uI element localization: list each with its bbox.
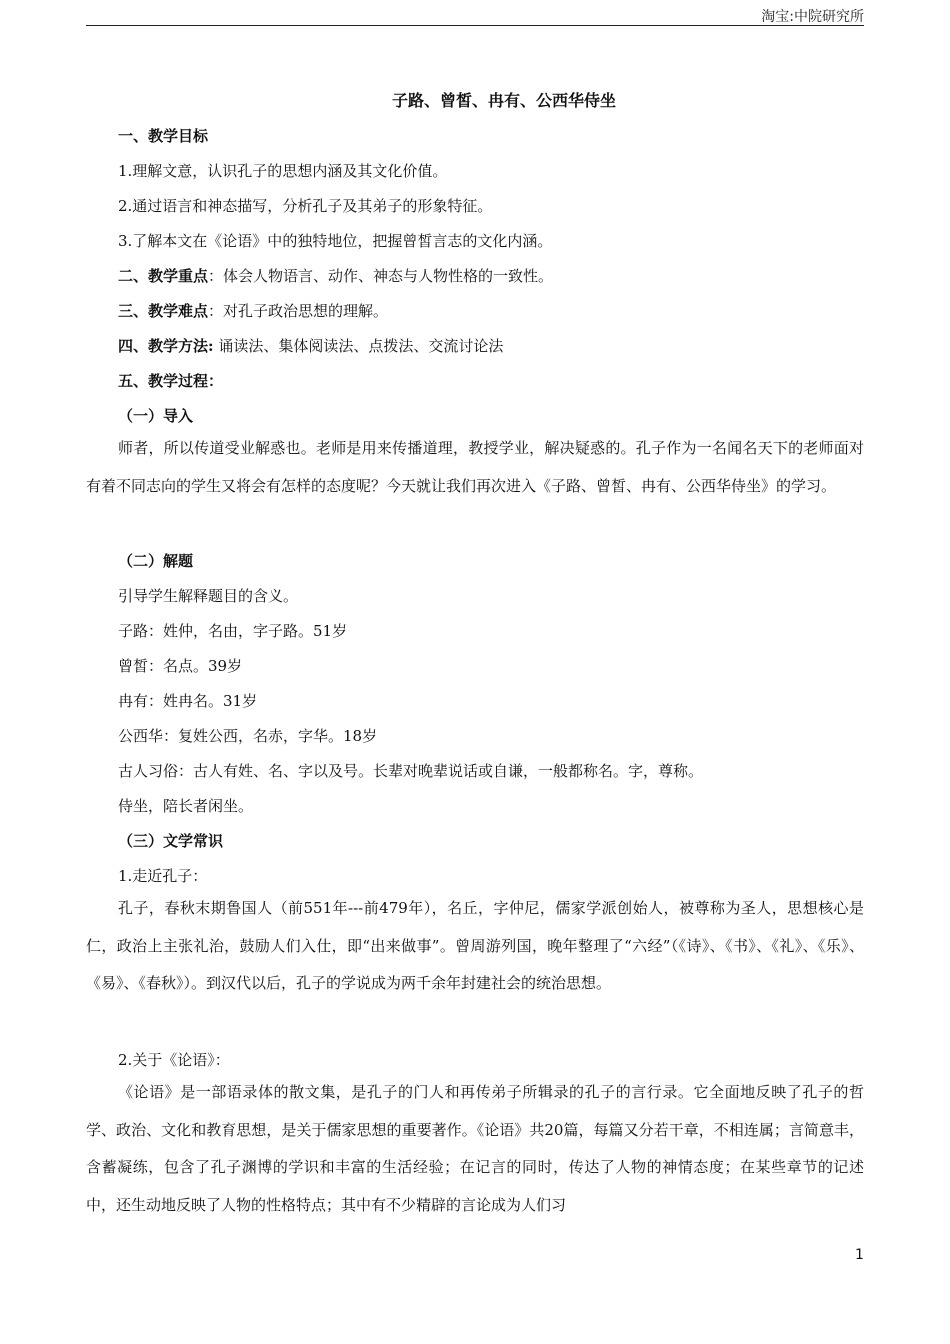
explain-line: 子路：姓仲，名由，字子路。51岁 xyxy=(118,622,348,640)
explain-line: 引导学生解释题目的含义。 xyxy=(118,587,299,605)
objective-item: 1.理解文意，认识孔子的思想内涵及其文化价值。 xyxy=(118,162,448,180)
document-title: 子路、曾皙、冉有、公西华侍坐 xyxy=(391,91,616,110)
section-text: ：对孔子政治思想的理解。 xyxy=(208,302,389,320)
explain-line: 冉有：姓冉名。31岁 xyxy=(118,692,258,710)
subsection-heading-explain: （二）解题 xyxy=(118,552,194,570)
literature-subheading: 2.关于《论语》： xyxy=(118,1051,230,1069)
analects-paragraph: 《论语》是一部语录体的散文集，是孔子的门人和再传弟子所辑录的孔子的言行录。它全面地反映了孔子的哲学、政治、文化和教育思想，是关于儒家思想的重要著作。《论语》共20篇，每篇又分若干章，不相连属；言简意丰，含蓄凝练，包含了孔子渊博的学识和丰富的生活经验；在记言的同时，传达了人物的神情态度；在某些章节的记述中，还生动地反映了人物的性格特点；其中有不少精辟的言论成为人们习 xyxy=(86,1083,864,1214)
section-heading-process: 五、教学过程： xyxy=(118,372,224,390)
explain-line: 侍坐，陪长者闲坐。 xyxy=(118,797,254,815)
explain-line: 曾皙：名点。39岁 xyxy=(118,657,243,675)
section-label: 四、教学方法: xyxy=(118,337,214,355)
subsection-heading-literature: （三）文学常识 xyxy=(118,832,224,850)
section-heading-objectives: 一、教学目标 xyxy=(118,127,209,145)
page-header xyxy=(86,0,864,26)
objective-item: 2.通过语言和神态描写，分析孔子及其弟子的形象特征。 xyxy=(118,197,493,215)
intro-paragraph: 师者，所以传道受业解惑也。老师是用来传播道理，教授学业，解决疑惑的。孔子作为一名闻名天下的老师面对有着不同志向的学生又将会有怎样的态度呢？今天就让我们再次进入《子路、曾皙、冉有、公西华侍坐》的学习。 xyxy=(86,439,864,495)
literature-subheading: 1.走近孔子： xyxy=(118,867,208,885)
section-label: 二、教学重点 xyxy=(118,267,209,285)
confucius-paragraph: 孔子，春秋末期鲁国人（前551年---前479年），名丘，字仲尼，儒家学派创始人，被尊称为圣人，思想核心是仁，政治上主张礼治，鼓励人们入仕，即“出来做事”。曾周游列国，晚年整理了“六经”（《诗》、《书》、《礼》、《乐》、《易》、《春秋》）。到汉代以后，孔子的学说成为两千余年封建社会的统治思想。 xyxy=(86,899,864,992)
subsection-heading-intro: （一）导入 xyxy=(118,407,194,425)
header-source-text: 淘宝:中院研究所 xyxy=(761,9,864,25)
explain-line: 古人习俗：古人有姓、名、字以及号。长辈对晚辈说话或自谦，一般都称名。字，尊称。 xyxy=(118,762,704,780)
section-label: 三、教学难点 xyxy=(118,302,209,320)
section-methods xyxy=(118,335,503,357)
section-difficulty xyxy=(118,300,388,322)
objective-item: 3.了解本文在《论语》中的独特地位，把握曾皙言志的文化内涵。 xyxy=(118,232,553,250)
section-key-points xyxy=(118,265,553,287)
section-text: ：体会人物语言、动作、神态与人物性格的一致性。 xyxy=(208,267,554,285)
page-number: 1 xyxy=(855,1247,864,1263)
explain-line: 公西华：复姓公西，名赤，字华。18岁 xyxy=(118,727,378,745)
section-text: 诵读法、集体阅读法、点拨法、交流讨论法 xyxy=(213,337,504,355)
